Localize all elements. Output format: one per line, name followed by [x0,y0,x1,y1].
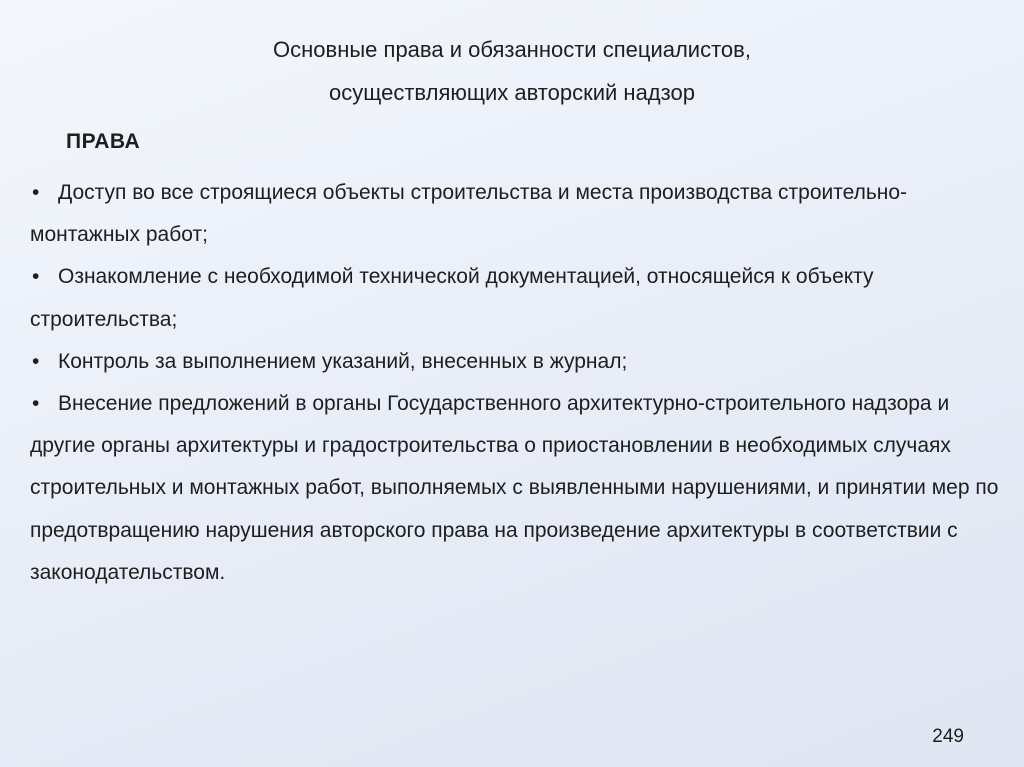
bullet-dot-icon: • [32,265,40,289]
page-number: 249 [932,726,964,747]
bullet-text-2: Ознакомление с необходимой технической документацией, относящейся к объекту строительства; [30,265,874,331]
bullet-item-2 [30,256,1000,340]
bullet-text-3: Контроль за выполнением указаний, внесенных в журнал; [58,349,628,373]
bullet-dot-icon: • [32,181,40,204]
bullet-item-1 [30,172,1000,256]
bullet-dot-icon: • [32,392,40,416]
bullet-item-4 [30,383,1000,594]
bullet-text-4: Внесение предложений в органы Государственного архитектурно-строительного надзора и другие органы архитектуры и градостроительства о приостановлении в необходимых случаях строительных и монтажных работ, выполняемых с выявленными нарушениями, и принятии мер по предотвращению нарушения авторского права на произведение архитектуры в соответствии с законодательством. [30,392,999,584]
section-heading: ПРАВА [66,130,141,153]
bullet-text-1: Доступ во все строящиеся объекты строительства и места производства строительно-монтажных работ; [30,181,908,247]
bullet-dot-icon: • [32,349,40,373]
bullet-list [30,172,1000,594]
bullet-item-3 [30,341,1000,383]
slide-title-line-2: осуществляющих авторский надзор [329,80,695,105]
slide-title [100,28,924,114]
slide-title-line-1: Основные права и обязанности специалистов, [273,37,751,62]
